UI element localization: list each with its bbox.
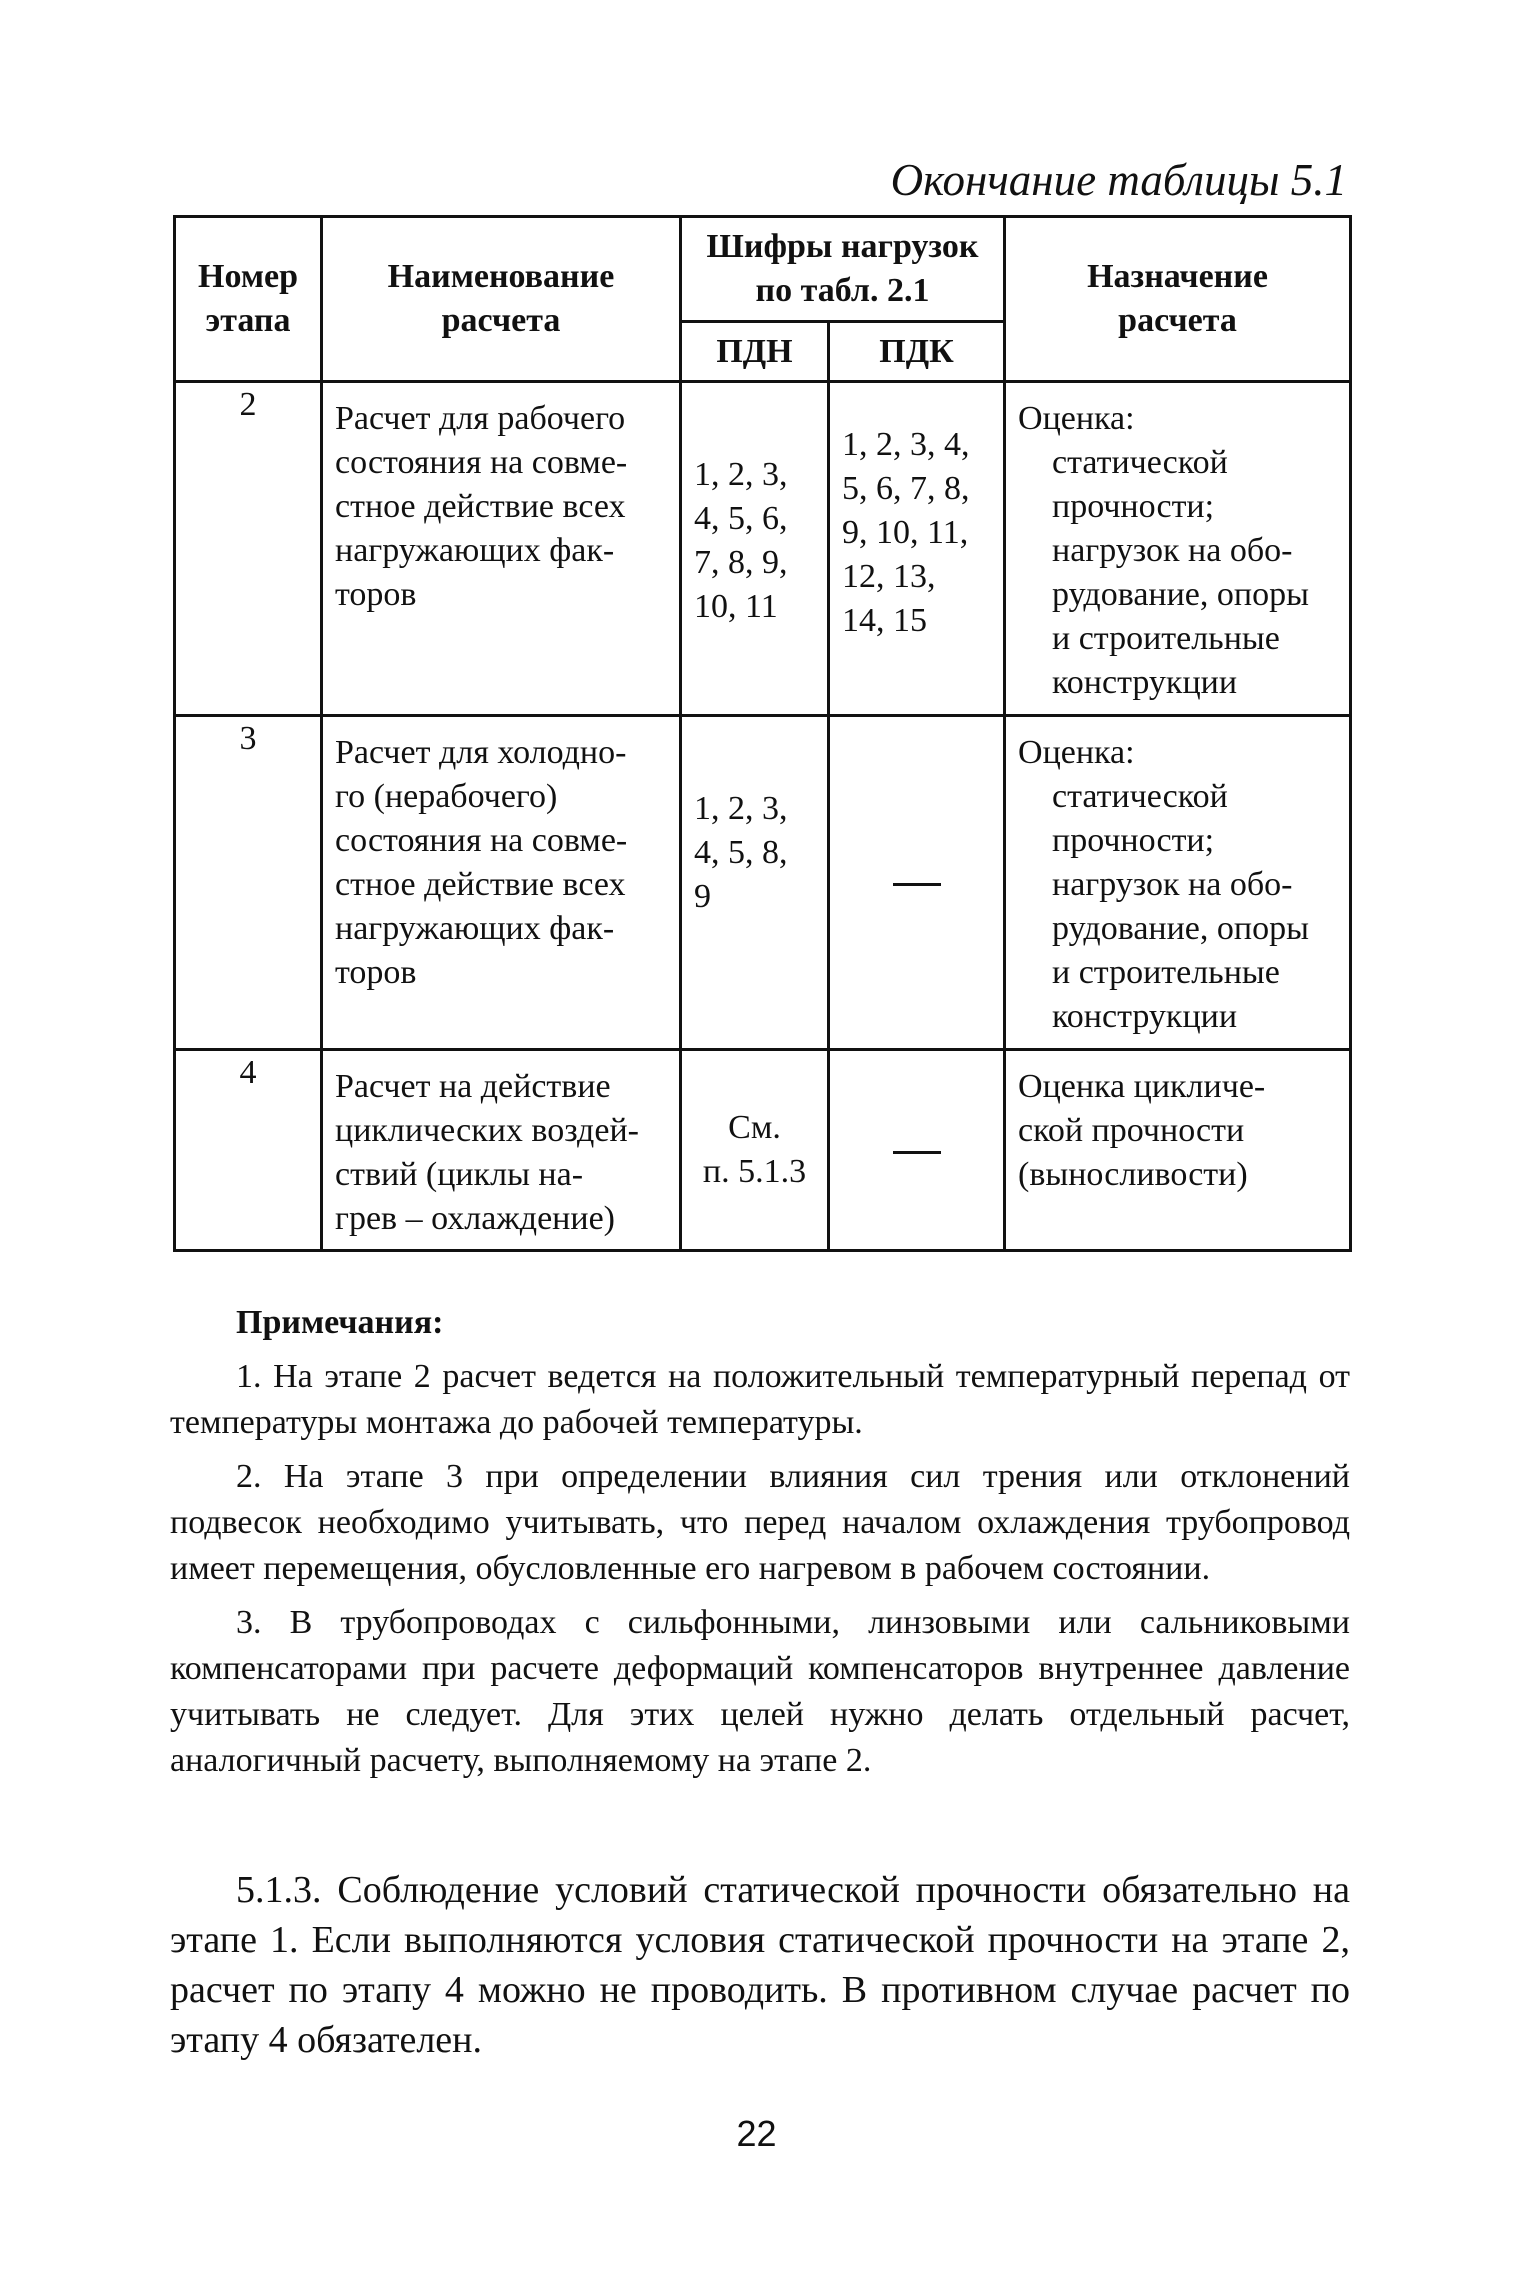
note-item: 3. В трубопроводах с сильфонными, линзовыми или сальниковыми компенсаторами при расчете деформаций компенсаторов внутреннее давление учитывать не следует. Для этих целей нужно делать отдельный расчет, аналогичный расчету, выполняемому на этапе 2. <box>170 1604 1350 1779</box>
pdn-codes: См. п. 5.1.3 <box>681 1049 829 1250</box>
stage-number: 4 <box>175 1049 322 1250</box>
pdk-codes <box>829 715 1005 1049</box>
calc-name: Расчет для холодно- го (нерабочего) состояния на совме- стное действие всех нагружающих фак- торов <box>322 715 681 1049</box>
calc-purpose: Оценка: статической прочности; нагрузок на обо- рудование, опоры и строительные конструкции <box>1005 715 1351 1049</box>
calc-purpose: Оценка: статической прочности; нагрузок на обо- рудование, опоры и строительные конструкции <box>1005 382 1351 716</box>
table-row <box>175 715 1351 1049</box>
note-item: 2. На этапе 3 при определении влияния сил трения или отклонений подвесок необходимо учитывать, что перед началом охлаждения трубопровод имеет перемещения, обусловленные его нагревом в рабочем состоянии. <box>170 1458 1350 1587</box>
pdn-codes: 1, 2, 3, 4, 5, 8, 9 <box>681 715 829 1049</box>
stages-table <box>173 215 1352 1252</box>
calc-name: Расчет на действие циклических воздей- ствий (циклы на- грев – охлаждение) <box>322 1049 681 1250</box>
header-name: Наименование расчета <box>322 217 681 382</box>
pdk-codes <box>829 1049 1005 1250</box>
calc-purpose: Оценка цикличе- ской прочности (выносливости) <box>1005 1049 1351 1250</box>
stage-number: 3 <box>175 715 322 1049</box>
header-pdn: ПДН <box>681 322 829 382</box>
page-number: 22 <box>736 2113 777 2154</box>
note-item: 1. На этапе 2 расчет ведется на положительный температурный перепад от температуры монтажа до рабочей температуры. <box>170 1358 1350 1441</box>
stage-number: 2 <box>175 382 322 716</box>
table-row <box>175 382 1351 716</box>
header-codes: Шифры нагрузок по табл. 2.1 <box>681 217 1005 322</box>
notes-title: Примечания: <box>236 1304 444 1341</box>
pdk-codes: 1, 2, 3, 4, 5, 6, 7, 8, 9, 10, 11, 12, 13, 14, 15 <box>829 382 1005 716</box>
notes-section <box>170 1300 1350 1792</box>
header-stage: Номер этапа <box>175 217 322 382</box>
table-row <box>175 1049 1351 1250</box>
calc-name: Расчет для рабочего состояния на совме- стное действие всех нагружающих фак- торов <box>322 382 681 716</box>
section-paragraph: 5.1.3. Соблюдение условий статической прочности обязательно на этапе 1. Если выполняются условия статической прочности на этапе 2, расчет по этапу 4 можно не проводить. В противном случае расчет по этапу 4 обязателен. <box>170 1869 1350 2061</box>
table-caption: Окончание таблицы 5.1 <box>890 155 1347 205</box>
header-purpose: Назначение расчета <box>1005 217 1351 382</box>
pdn-codes: 1, 2, 3, 4, 5, 6, 7, 8, 9, 10, 11 <box>681 382 829 716</box>
header-pdk: ПДК <box>829 322 1005 382</box>
dash-mark <box>893 883 941 886</box>
dash-mark <box>893 1151 941 1154</box>
